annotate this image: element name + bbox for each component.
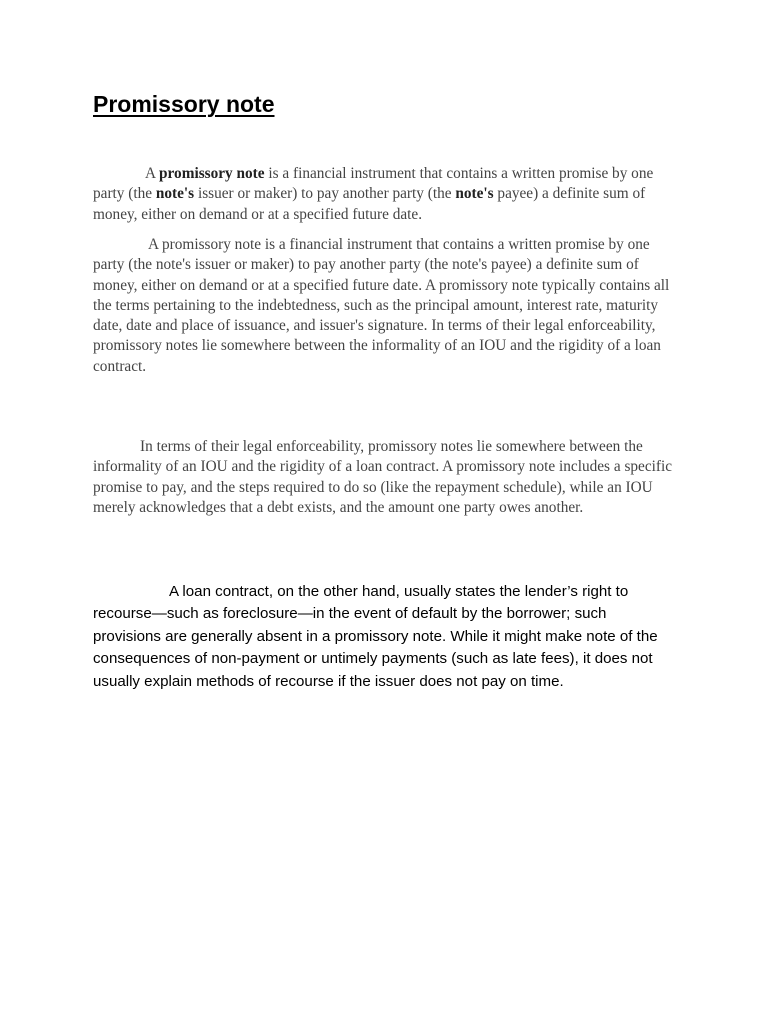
paragraph-loan-contract — [93, 581, 677, 693]
paragraph-definition-bold — [93, 164, 677, 225]
paragraph-text: is a financial instrument that contains a written promise by one party (the — [93, 165, 654, 203]
paragraph-enforceability — [93, 437, 677, 518]
paragraph-text: issuer or maker) to pay another party (the — [194, 185, 456, 203]
paragraph-text: A loan contract, on the other hand, usually states the lender’s right to recourse—such as foreclosure—in the event of default by the borrower; such provisions are generally absent in a promissory note. While it might make note of the consequences of non-payment or untimely payments (such as late fees), it does not usually explain methods of recourse if the issuer does not pay on time. — [93, 583, 658, 690]
bold-term: note's — [455, 185, 494, 203]
paragraph-text: payee) a definite sum of money, either on demand or at a specified future date. — [93, 185, 646, 223]
paragraph-text: A — [145, 165, 160, 182]
bold-term: note's — [155, 185, 195, 203]
bold-term: promissory note — [159, 165, 265, 182]
paragraph-text: A promissory note is a financial instrument that contains a written promise by one party (the note's issuer or maker) to pay another party (the note's payee) a definite sum of money, either on demand or at a specified future date. A promissory note typically contains all the terms pertaining to the indebtedness, such as the principal amount, interest rate, maturity date, date and place of issuance, and issuer's signature. In terms of their legal enforceability, promissory notes lie somewhere between the informality of an IOU and the rigidity of a loan contract. — [93, 236, 670, 375]
paragraph-text: In terms of their legal enforceability, promissory notes lie somewhere between the informality of an IOU and the rigidity of a loan contract. A promissory note includes a specific promise to pay, and the steps required to do so (like the repayment schedule), while an IOU merely acknowledges that a debt exists, and the amount one party owes another. — [93, 438, 673, 516]
page-title: Promissory note — [93, 91, 275, 117]
paragraph-definition-full — [93, 235, 677, 377]
